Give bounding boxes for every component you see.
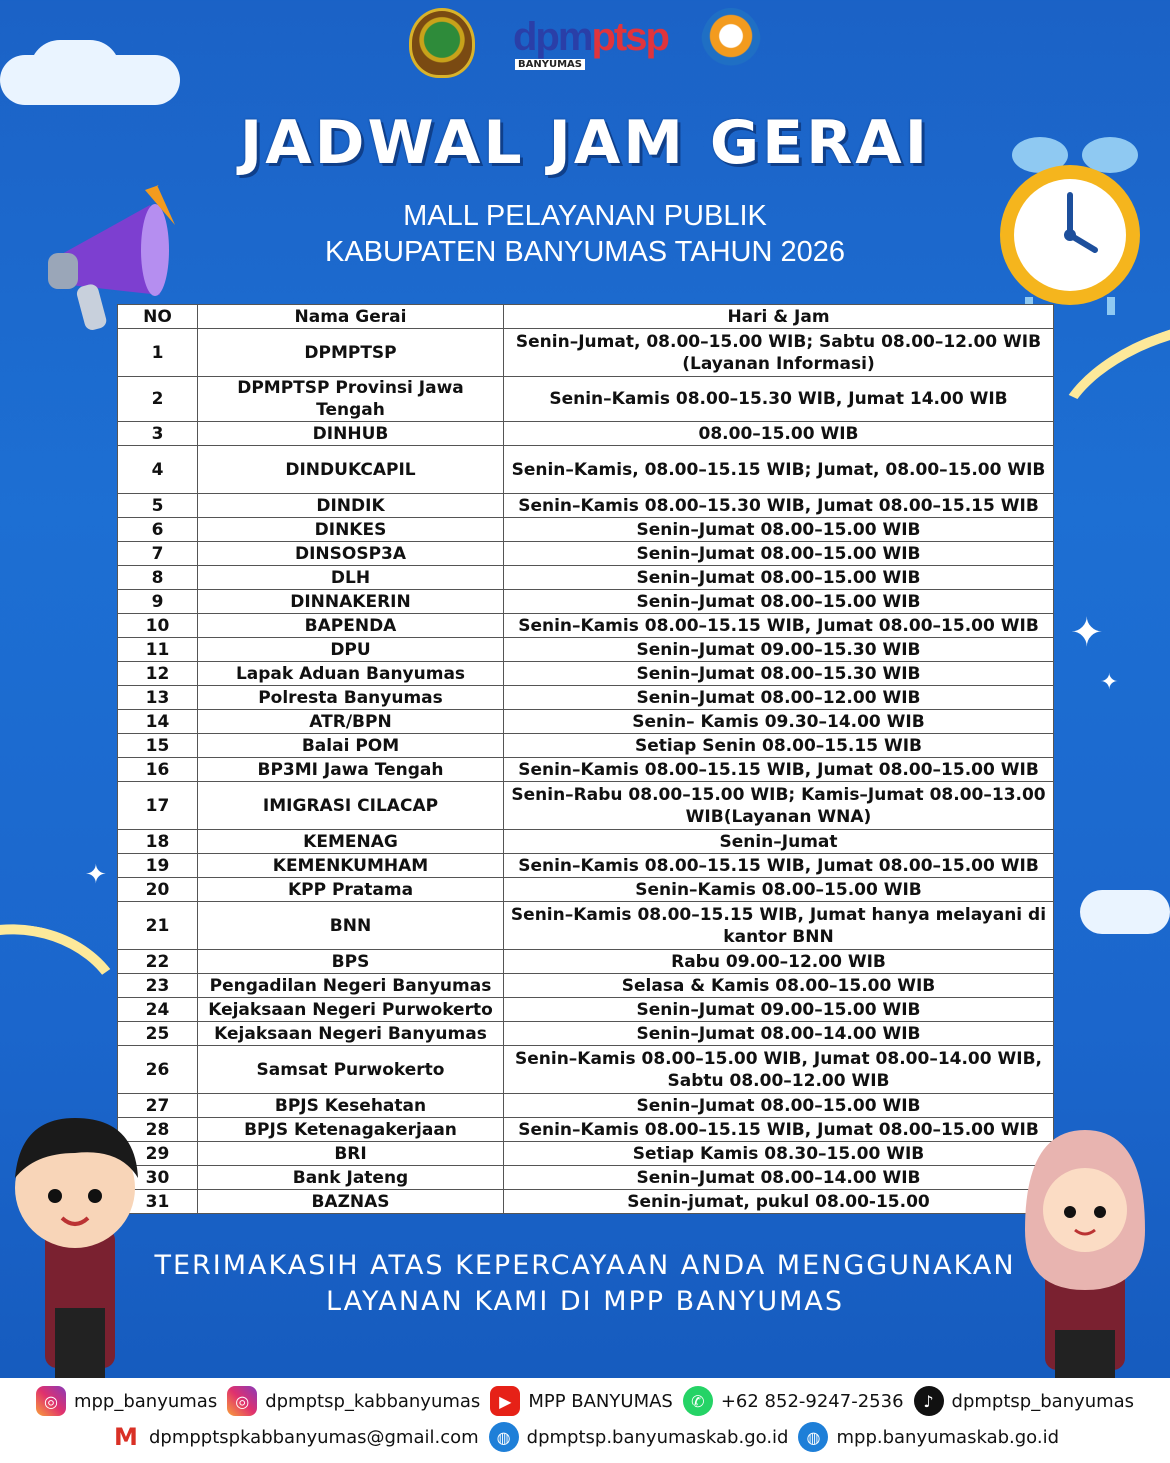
cell-no: 8 <box>118 566 198 590</box>
banyumas-seal-logo <box>409 8 475 78</box>
cell-name: BAZNAS <box>198 1190 504 1214</box>
cell-name: DINHUB <box>198 422 504 446</box>
table-row <box>118 782 1054 830</box>
cell-time: Senin–Kamis 08.00–15.30 WIB, Jumat 14.00 WIB <box>504 377 1054 422</box>
contact-item[interactable] <box>489 1422 789 1452</box>
contact-label: dpmptsp_banyumas <box>951 1390 1135 1412</box>
cell-time: Senin–Kamis 08.00–15.15 WIB, Jumat 08.00–15.00 WIB <box>504 1118 1054 1142</box>
table-row <box>118 377 1054 422</box>
cell-no: 10 <box>118 614 198 638</box>
table-row <box>118 662 1054 686</box>
column-header-name: Nama Gerai <box>198 305 504 329</box>
cell-time: Setiap Kamis 08.30–15.00 WIB <box>504 1142 1054 1166</box>
cell-time: Senin-jumat, pukul 08.00-15.00 <box>504 1190 1054 1214</box>
cell-no: 29 <box>118 1142 198 1166</box>
table-header-row <box>118 305 1054 329</box>
table-row <box>118 614 1054 638</box>
cell-name: KEMENAG <box>198 830 504 854</box>
cell-no: 26 <box>118 1046 198 1094</box>
cell-no: 3 <box>118 422 198 446</box>
table-row <box>118 1166 1054 1190</box>
table-row <box>118 518 1054 542</box>
girl-mascot-illustration <box>1015 1110 1155 1380</box>
contact-label: +62 852-9247-2536 <box>720 1390 904 1412</box>
table-row <box>118 1118 1054 1142</box>
cell-name: DINKES <box>198 518 504 542</box>
cell-time: Senin–Jumat 08.00–15.00 WIB <box>504 590 1054 614</box>
cell-name: IMIGRASI CILACAP <box>198 782 504 830</box>
cell-no: 7 <box>118 542 198 566</box>
table-row <box>118 566 1054 590</box>
cell-time: Selasa & Kamis 08.00–15.00 WIB <box>504 974 1054 998</box>
cell-no: 12 <box>118 662 198 686</box>
dpmptsp-logo: dpmptsp BANYUMAS <box>513 15 668 70</box>
cell-no: 19 <box>118 854 198 878</box>
table-row <box>118 974 1054 998</box>
table-row <box>118 446 1054 494</box>
contact-label: mpp_banyumas <box>73 1390 218 1412</box>
cell-time: Setiap Senin 08.00–15.15 WIB <box>504 734 1054 758</box>
schedule-table-body <box>118 329 1054 1214</box>
contact-item[interactable] <box>683 1386 904 1416</box>
logo-bar <box>0 8 1170 78</box>
table-row <box>118 998 1054 1022</box>
contact-label: dpmptsp.banyumaskab.go.id <box>526 1426 789 1448</box>
cell-name: Lapak Aduan Banyumas <box>198 662 504 686</box>
cell-name: BPS <box>198 950 504 974</box>
cell-name: BNN <box>198 902 504 950</box>
gmail-icon: M <box>111 1422 141 1452</box>
cell-name: ATR/BPN <box>198 710 504 734</box>
table-row <box>118 1142 1054 1166</box>
cell-time: Senin–Jumat 08.00–15.00 WIB <box>504 566 1054 590</box>
table-row <box>118 1022 1054 1046</box>
cell-name: Balai POM <box>198 734 504 758</box>
cell-time: Senin–Jumat 09.00–15.30 WIB <box>504 638 1054 662</box>
cell-time: Senin–Kamis 08.00–15.00 WIB, Jumat 08.00–14.00 WIB, Sabtu 08.00–12.00 WIB <box>504 1046 1054 1094</box>
cell-time: 08.00–15.00 WIB <box>504 422 1054 446</box>
sparkle-icon: ✦ <box>1070 610 1104 656</box>
decor-curve-right <box>1034 290 1170 510</box>
cell-no: 20 <box>118 878 198 902</box>
cell-time: Senin–Jumat <box>504 830 1054 854</box>
cell-name: Pengadilan Negeri Banyumas <box>198 974 504 998</box>
cell-time: Senin– Kamis 09.30–14.00 WIB <box>504 710 1054 734</box>
cell-time: Senin–Jumat 08.00–14.00 WIB <box>504 1022 1054 1046</box>
table-row <box>118 686 1054 710</box>
cell-no: 13 <box>118 686 198 710</box>
cell-no: 30 <box>118 1166 198 1190</box>
contact-item[interactable] <box>798 1422 1059 1452</box>
instagram-icon: ◎ <box>227 1386 257 1416</box>
table-row <box>118 542 1054 566</box>
contact-item[interactable] <box>914 1386 1135 1416</box>
cell-no: 18 <box>118 830 198 854</box>
cell-name: BRI <box>198 1142 504 1166</box>
cell-name: BAPENDA <box>198 614 504 638</box>
cell-name: KEMENKUMHAM <box>198 854 504 878</box>
contact-item[interactable] <box>227 1386 480 1416</box>
cell-no: 1 <box>118 329 198 377</box>
cell-time: Senin–Kamis, 08.00–15.15 WIB; Jumat, 08.00–15.00 WIB <box>504 446 1054 494</box>
cell-name: DPMPTSP Provinsi Jawa Tengah <box>198 377 504 422</box>
cell-no: 5 <box>118 494 198 518</box>
column-header-no: NO <box>118 305 198 329</box>
cell-time: Senin–Kamis 08.00–15.00 WIB <box>504 878 1054 902</box>
contact-label: dpmpptspkabbanyumas@gmail.com <box>148 1426 479 1448</box>
cell-time: Senin–Rabu 08.00–15.00 WIB; Kamis–Jumat 08.00–13.00 WIB(Layanan WNA) <box>504 782 1054 830</box>
table-row <box>118 1094 1054 1118</box>
cell-name: DINDIK <box>198 494 504 518</box>
cell-time: Senin–Kamis 08.00–15.15 WIB, Jumat 08.00–15.00 WIB <box>504 614 1054 638</box>
cell-time: Senin–Kamis 08.00–15.30 WIB, Jumat 08.00–15.15 WIB <box>504 494 1054 518</box>
table-row <box>118 950 1054 974</box>
cell-time: Rabu 09.00–12.00 WIB <box>504 950 1054 974</box>
cell-no: 27 <box>118 1094 198 1118</box>
table-row <box>118 734 1054 758</box>
table-row <box>118 329 1054 377</box>
cell-no: 28 <box>118 1118 198 1142</box>
contact-label: MPP BANYUMAS <box>528 1390 673 1412</box>
cell-name: BPJS Ketenagakerjaan <box>198 1118 504 1142</box>
column-header-time: Hari & Jam <box>504 305 1054 329</box>
table-row <box>118 830 1054 854</box>
instagram-icon: ◎ <box>36 1386 66 1416</box>
cell-name: Polresta Banyumas <box>198 686 504 710</box>
cell-name: DINDUKCAPIL <box>198 446 504 494</box>
cell-no: 15 <box>118 734 198 758</box>
globe-icon: ◍ <box>489 1422 519 1452</box>
cell-time: Senin–Jumat 08.00–15.00 WIB <box>504 518 1054 542</box>
contact-row-web <box>0 1422 1170 1452</box>
cell-name: DLH <box>198 566 504 590</box>
contact-footer <box>0 1378 1170 1463</box>
boy-mascot-illustration <box>0 1078 150 1378</box>
cell-time: Senin–Kamis 08.00–15.15 WIB, Jumat hanya melayani di kantor BNN <box>504 902 1054 950</box>
cell-time: Senin–Jumat 08.00–14.00 WIB <box>504 1166 1054 1190</box>
cell-time: Senin–Jumat 08.00–15.00 WIB <box>504 542 1054 566</box>
cell-no: 21 <box>118 902 198 950</box>
cell-no: 11 <box>118 638 198 662</box>
table-row <box>118 854 1054 878</box>
contact-item[interactable] <box>490 1386 673 1416</box>
thanks-message-line1: TERIMAKASIH ATAS KEPERCAYAAN ANDA MENGGUNAKAN <box>154 1250 1016 1281</box>
cell-time: Senin–Jumat 08.00–15.00 WIB <box>504 1094 1054 1118</box>
cell-time: Senin–Jumat 09.00–15.00 WIB <box>504 998 1054 1022</box>
schedule-table <box>117 304 1054 1214</box>
cell-no: 17 <box>118 782 198 830</box>
cell-no: 16 <box>118 758 198 782</box>
page-subtitle-line2: KABUPATEN BANYUMAS TAHUN 2026 <box>324 236 845 268</box>
table-row <box>118 1046 1054 1094</box>
cell-no: 4 <box>118 446 198 494</box>
cell-name: DINNAKERIN <box>198 590 504 614</box>
contact-label: mpp.banyumaskab.go.id <box>836 1426 1060 1448</box>
cell-no: 14 <box>118 710 198 734</box>
mpp-logo <box>701 8 761 78</box>
cell-no: 2 <box>118 377 198 422</box>
cell-no: 24 <box>118 998 198 1022</box>
table-row <box>118 878 1054 902</box>
table-row <box>118 1190 1054 1214</box>
cell-no: 9 <box>118 590 198 614</box>
contact-row-social <box>0 1386 1170 1416</box>
table-row <box>118 494 1054 518</box>
contact-label: dpmptsp_kabbanyumas <box>265 1390 481 1412</box>
cell-name: BP3MI Jawa Tengah <box>198 758 504 782</box>
globe-icon: ◍ <box>798 1422 828 1452</box>
whatsapp-icon: ✆ <box>683 1386 713 1416</box>
contact-item[interactable] <box>111 1422 479 1452</box>
thanks-message-line2: LAYANAN KAMI DI MPP BANYUMAS <box>325 1286 845 1317</box>
cloud-decor-right <box>1080 890 1170 934</box>
cell-time: Senin–Jumat 08.00–15.30 WIB <box>504 662 1054 686</box>
cell-no: 6 <box>118 518 198 542</box>
cell-time: Senin–Kamis 08.00–15.15 WIB, Jumat 08.00–15.00 WIB <box>504 758 1054 782</box>
table-row <box>118 638 1054 662</box>
table-row <box>118 590 1054 614</box>
cell-name: Bank Jateng <box>198 1166 504 1190</box>
cell-name: DPU <box>198 638 504 662</box>
cell-name: BPJS Kesehatan <box>198 1094 504 1118</box>
table-row <box>118 422 1054 446</box>
cell-time: Senin–Kamis 08.00–15.15 WIB, Jumat 08.00–15.00 WIB <box>504 854 1054 878</box>
page-title: JADWAL JAM GERAI <box>239 108 931 178</box>
cell-name: DPMPTSP <box>198 329 504 377</box>
table-row <box>118 710 1054 734</box>
youtube-icon: ▶ <box>490 1386 520 1416</box>
table-row <box>118 758 1054 782</box>
cell-name: Kejaksaan Negeri Purwokerto <box>198 998 504 1022</box>
sparkle-icon: ✦ <box>85 860 107 890</box>
sparkle-icon: ✦ <box>1100 670 1119 695</box>
tiktok-icon: ♪ <box>914 1386 944 1416</box>
cell-name: DINSOSP3A <box>198 542 504 566</box>
cell-time: Senin–Jumat, 08.00–15.00 WIB; Sabtu 08.00–12.00 WIB (Layanan Informasi) <box>504 329 1054 377</box>
cell-name: Samsat Purwokerto <box>198 1046 504 1094</box>
contact-item[interactable] <box>36 1386 217 1416</box>
cell-no: 31 <box>118 1190 198 1214</box>
cell-name: KPP Pratama <box>198 878 504 902</box>
cell-no: 22 <box>118 950 198 974</box>
cell-name: Kejaksaan Negeri Banyumas <box>198 1022 504 1046</box>
table-row <box>118 902 1054 950</box>
cell-no: 25 <box>118 1022 198 1046</box>
cell-time: Senin–Jumat 08.00–12.00 WIB <box>504 686 1054 710</box>
cell-no: 23 <box>118 974 198 998</box>
page-subtitle-line1: MALL PELAYANAN PUBLIK <box>403 200 767 232</box>
